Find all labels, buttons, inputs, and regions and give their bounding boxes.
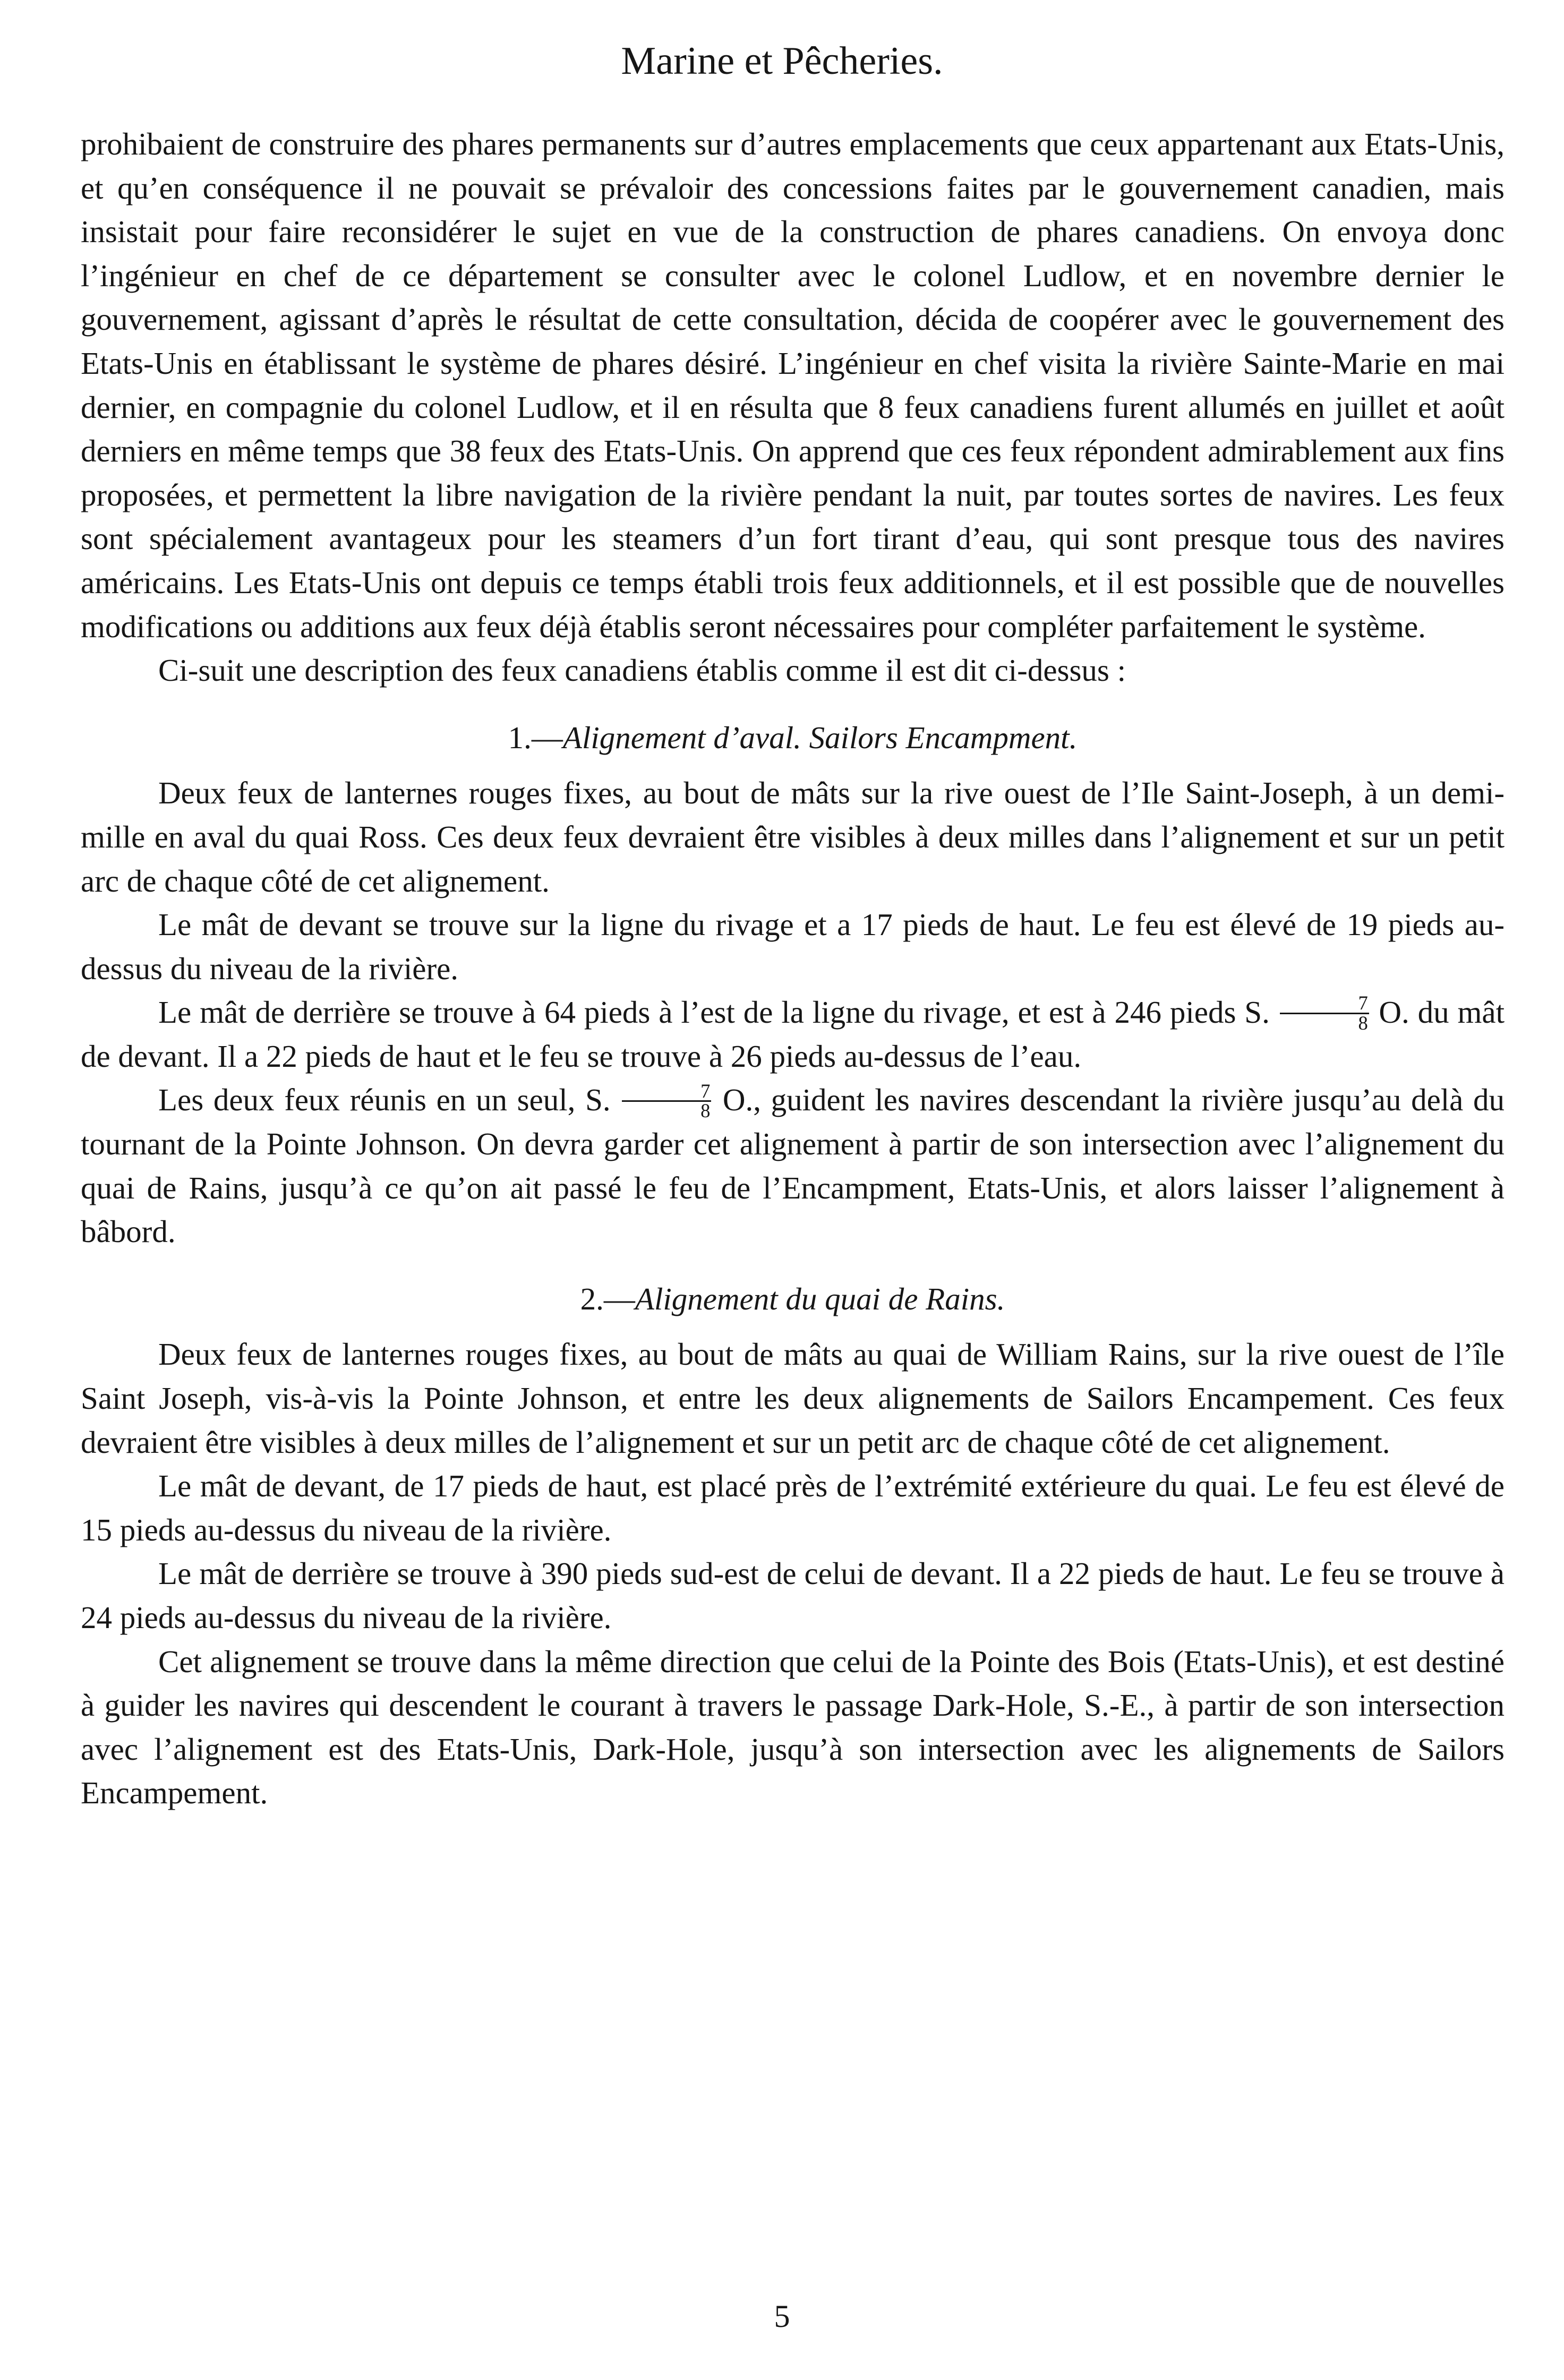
fraction	[622, 1082, 711, 1120]
section-1-paragraph-1: Deux feux de lanternes rouges fixes, au bout de mâts sur la rive ouest de l’Ile Saint-Joseph, à un demi-mille en aval du quai Ross. Ces deux feux devraient être visibles à deux milles dans l’alignement et sur un petit arc de chaque côté de cet alignement.	[81, 775, 1505, 898]
section-2-paragraph-2: Le mât de devant, de 17 pieds de haut, est placé près de l’extrémité extérieure du quai. Le feu est élevé de 15 pieds au-dessus du niveau de la rivière.	[81, 1468, 1505, 1547]
fraction-denominator: 8	[1358, 1012, 1368, 1034]
section-2-heading	[81, 1277, 1505, 1321]
paragraph-4-start: Les deux feux réunis en un seul, S.	[158, 1082, 611, 1118]
page-number: 5	[774, 2299, 790, 2334]
section-1-paragraph-2: Le mât de devant se trouve sur la ligne du rivage et a 17 pieds de haut. Le feu est élevé de 19 pieds au-dessus du niveau de la rivière.	[81, 907, 1505, 986]
section-2-paragraph-3: Le mât de derrière se trouve à 390 pieds sud-est de celui de devant. Il a 22 pieds de haut. Le feu se trouve à 24 pieds au-dessus du niveau de la rivière.	[81, 1556, 1505, 1635]
fraction	[1280, 994, 1369, 1032]
fraction-denominator: 8	[700, 1100, 711, 1122]
section-2-title: Alignement du quai de Rains.	[635, 1281, 1005, 1316]
section-1-number: 1.—	[508, 720, 563, 755]
body-text	[81, 122, 1505, 1815]
paragraph-intro: Ci-suit une description des feux canadiens établis comme il est dit ci-dessus :	[158, 653, 1126, 688]
section-2-number: 2.—	[580, 1281, 635, 1316]
fraction-numerator: 7	[622, 1082, 711, 1102]
paragraph-4-end: O., guident les navires descendant la rivière jusqu’au delà du tournant de la Pointe Johnson. On devra garder cet alignement à partir de son intersection avec l’alignement du quai de Rains, jusqu’à ce qu’on ait passé le feu de l’Encampment, Etats-Unis, et alors laisser l’alignement à bâbord.	[81, 1082, 1505, 1249]
section-1-paragraph-3	[81, 990, 1505, 1078]
section-1-paragraph-4	[81, 1078, 1505, 1253]
page-header: Marine et Pêcheries.	[621, 39, 943, 83]
paragraph-3-end: O. du mât de devant. Il a 22 pieds de haut et le feu se trouve à 26 pieds au-dessus de l’eau.	[81, 995, 1505, 1074]
section-2-paragraph-1: Deux feux de lanternes rouges fixes, au bout de mâts au quai de William Rains, sur la rive ouest de l’île Saint Joseph, vis-à-vis la Pointe Johnson, et entre les deux alignements de Sailors Encampement. Ces feux devraient être visibles à deux milles de l’alignement et sur un petit arc de chaque côté de cet alignement.	[81, 1337, 1505, 1460]
section-1-title: Alignement d’aval. Sailors Encampment.	[562, 720, 1078, 755]
paragraph-3-start: Le mât de derrière se trouve à 64 pieds à l’est de la ligne du rivage, et est à 246 pieds S.	[158, 995, 1270, 1030]
paragraph-continuation: prohibaient de construire des phares permanents sur d’autres emplacements que ceux appartenant aux Etats-Unis, et qu’en conséquence il ne pouvait se prévaloir des concessions faites par le gouvernement canadien, mais insistait pour faire reconsidérer le sujet en vue de la construction de phares canadiens. On envoya donc l’ingénieur en chef de ce département se consulter avec le colonel Ludlow, et en novembre dernier le gouvernement, agissant d’après le résultat de cette consultation, décida de coopérer avec le gouvernement des Etats-Unis en établissant le système de phares désiré. L’ingénieur en chef visita la rivière Sainte-Marie en mai dernier, en compagnie du colonel Ludlow, et il en résulta que 8 feux canadiens furent allumés en juillet et août derniers en même temps que 38 feux des Etats-Unis. On apprend que ces feux répondent admirablement aux fins proposées, et permettent la libre navigation de la rivière pendant la nuit, par toutes sortes de navires. Les feux sont spécialement avantageux pour les steamers d’un fort tirant d’eau, qui sont presque tous des navires américains. Les Etats-Unis ont depuis ce temps établi trois feux additionnels, et il est possible que de nouvelles modifications ou additions aux feux déjà établis seront nécessaires pour compléter parfaitement le système.	[81, 126, 1505, 644]
section-1-heading	[81, 716, 1505, 760]
fraction-numerator: 7	[1280, 994, 1369, 1014]
section-2-paragraph-4: Cet alignement se trouve dans la même direction que celui de la Pointe des Bois (Etats-Unis), et est destiné à guider les navires qui descendent le courant à travers le passage Dark-Hole, S.-E., à partir de son intersection avec l’alignement est des Etats-Unis, Dark-Hole, jusqu’à son intersection avec les alignements de Sailors Encampement.	[81, 1643, 1505, 1811]
